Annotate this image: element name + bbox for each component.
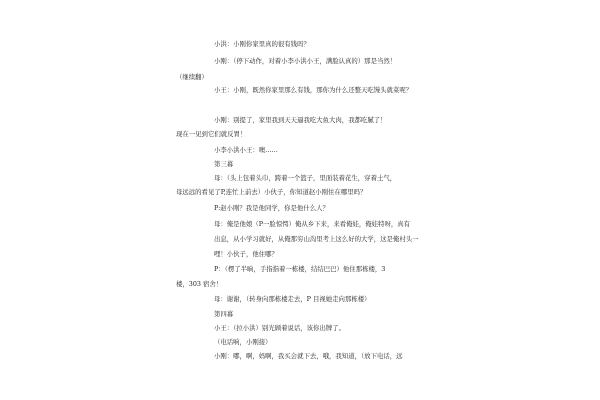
text-line: 小洪：小刚你家里真的很有钱吗？ (214, 40, 310, 48)
text-line: 母：俺是他娘（P一脸惊愕）俺从乡下来，来看俺娃，俺娃特呀，真有 (214, 220, 411, 228)
text-line: 母远远的看见了P,连忙上前去）小伙子，你知道赵小刚住在哪里吗？ (176, 188, 367, 196)
text-line: （继续翻） (176, 73, 208, 81)
text-line: 现在一见到它们就反胃！ (176, 130, 247, 138)
text-line: 小李小洪小王：噢…… (214, 146, 278, 154)
text-line: 小刚：（停下动作，对着小李小洪小王，满脸认真的）那是当然！ (214, 57, 397, 65)
text-line: 哩！小伙子，他住哪？ (214, 250, 278, 258)
text-line: （电话响，小刚接） (214, 338, 272, 346)
text-line: 小王：（拉小洪）别光顾着说话，该你出牌了。 (214, 324, 346, 332)
text-line: 母：谢谢，（转身向那栋楼走去，P 目视她走向那栋楼） (214, 295, 371, 303)
section-heading: 第三幕 (214, 160, 234, 168)
text-line: P：（楞了半晌，手指指着一栋楼，结结巴巴）他住那栋楼，3 (214, 265, 386, 273)
text-line: 小刚：哪，啊，妈啊，我买会就下去，哦，我知道，（放下电话，远 (214, 352, 403, 360)
text-line: P:赵小刚？我是他同学，你是他什么人？ (214, 204, 329, 212)
text-line: 小刚：别提了，家里我到天天逼我吃大鱼大肉，我都吃腻了！ (214, 116, 387, 124)
text-line: 楼，303 宿舍！ (176, 280, 223, 288)
text-line: 出息，从小学习就好，从俺那穷山沟里考上这么好的大学，这是俺村头一 (214, 235, 419, 243)
section-heading: 第四幕 (214, 310, 234, 318)
text-line: 小王：小刚，既然你家里那么有钱，那你为什么还整天吃馒头就菜呢？ (214, 86, 413, 94)
text-line: 母：（头上包着头巾，跨着一个篮子，里面装着花生，穿着土气， (214, 174, 397, 182)
